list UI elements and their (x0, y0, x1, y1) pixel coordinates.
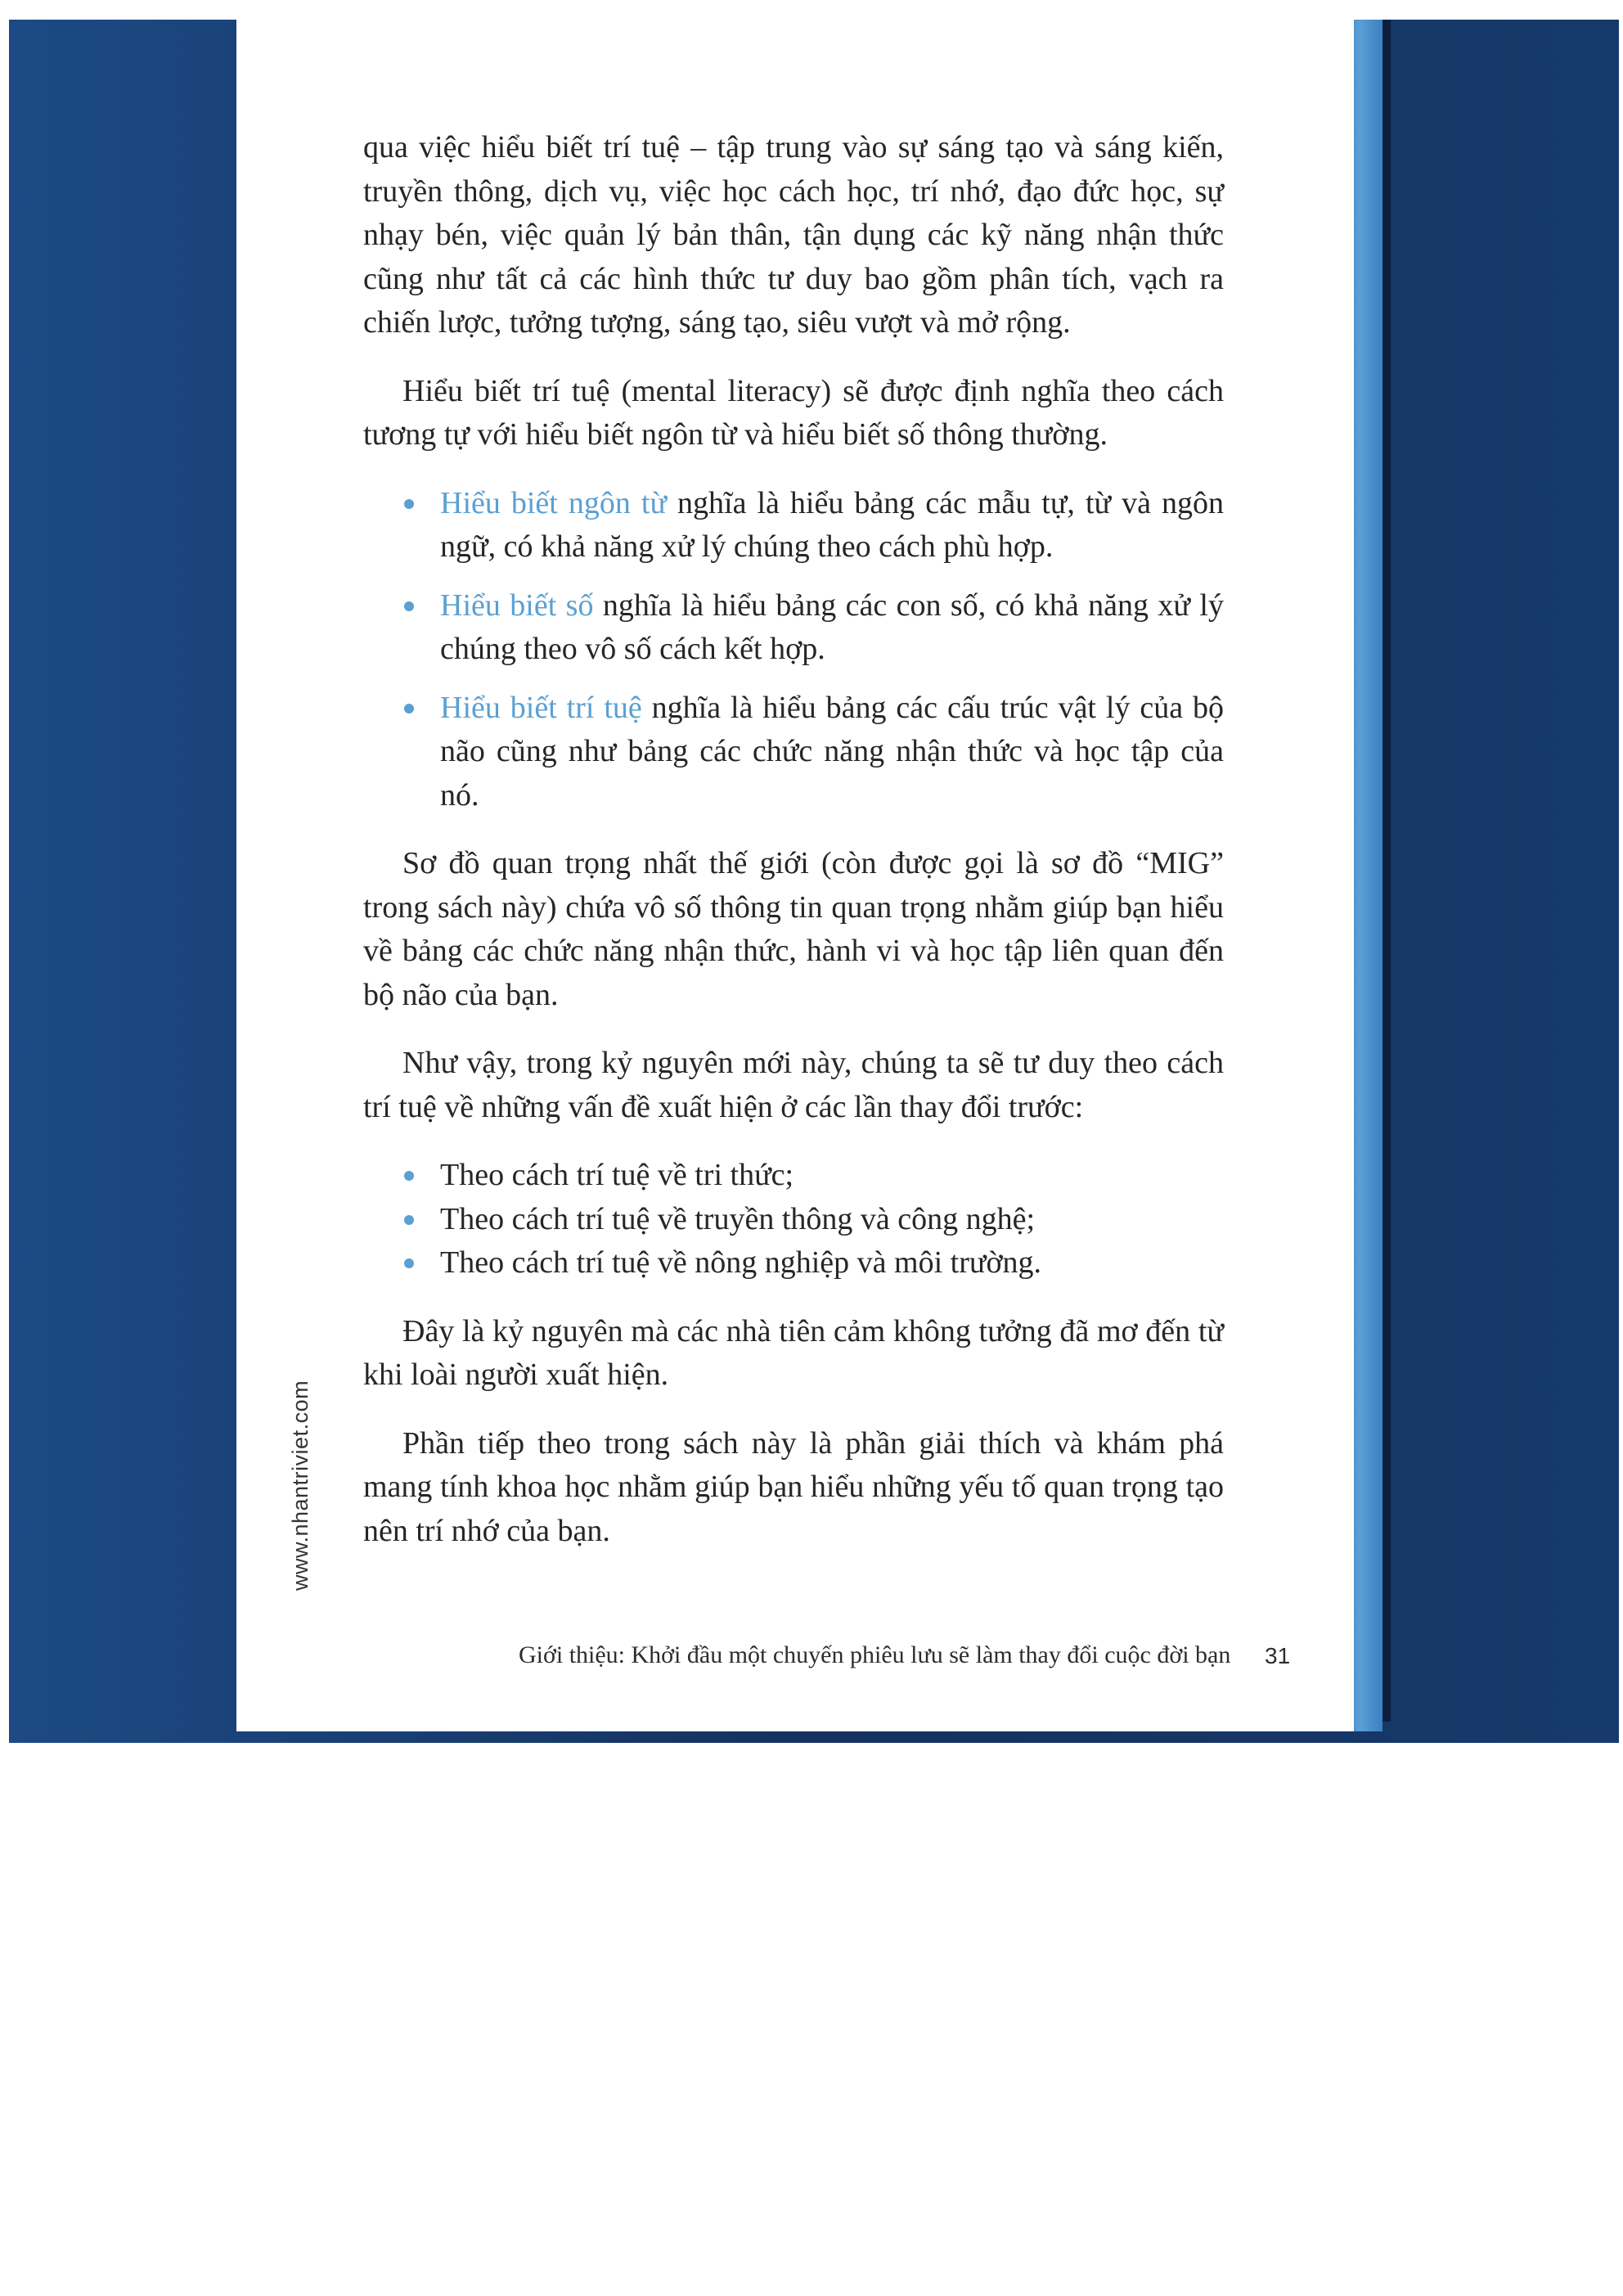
ways-text: Theo cách trí tuệ về truyền thông và công nghệ; (440, 1201, 1036, 1236)
definition-item (363, 687, 1224, 818)
definition-text: nghĩa là hiểu bảng các con số, có khả năng xử lý chúng theo vô số cách kết hợp. (440, 588, 1224, 666)
definition-item (363, 482, 1224, 569)
definition-list (363, 482, 1224, 818)
page-body (363, 126, 1224, 1578)
ways-list (363, 1154, 1224, 1285)
bullet-icon (404, 499, 414, 509)
bullet-icon (404, 704, 414, 714)
bullet-icon (404, 601, 414, 611)
definition-term: Hiểu biết trí tuệ (440, 690, 642, 725)
paragraph-mig-map: Sơ đồ quan trọng nhất thế giới (còn được gọi là sơ đồ “MIG” trong sách này) chứa vô số thông tin quan trọng nhằm giúp bạn hiểu về bảng các chức năng nhận thức, hành vi và học tập liên quan đến bộ não của bạn. (363, 846, 1224, 1012)
definition-text: nghĩa là hiểu bảng các cấu trúc vật lý của bộ não cũng như bảng các chức năng nhận thức và học tập của nó. (440, 690, 1224, 813)
bullet-icon (404, 1215, 414, 1225)
publisher-url: www.nhantriviet.com (288, 1380, 312, 1591)
definition-text: nghĩa là hiểu bảng các mẫu tự, từ và ngôn ngữ, có khả năng xử lý chúng theo cách phù hợp. (440, 485, 1224, 564)
paragraph-era: Đây là kỷ nguyên mà các nhà tiên cảm không tưởng đã mơ đến từ khi loài người xuất hiện. (363, 1313, 1224, 1392)
ways-item (363, 1154, 1224, 1198)
definition-term: Hiểu biết số (440, 588, 594, 623)
paragraph-intro: qua việc hiểu biết trí tuệ – tập trung vào sự sáng tạo và sáng kiến, truyền thông, dịch vụ, việc học cách học, trí nhớ, đạo đức học, sự nhạy bén, việc quản lý bản thân, tận dụng các kỹ năng nhận thức cũng như tất cả các hình thức tư duy bao gồm phân tích, vạch ra chiến lược, tưởng tượng, sáng tạo, siêu vượt và mở rộng. (363, 130, 1224, 340)
bullet-icon (404, 1171, 414, 1181)
paragraph-new-era: Như vậy, trong kỷ nguyên mới này, chúng ta sẽ tư duy theo cách trí tuệ về những vấn đề xuất hiện ở các lần thay đổi trước: (363, 1046, 1224, 1124)
definition-term: Hiểu biết ngôn từ (440, 485, 668, 520)
page-number: 31 (1265, 1643, 1291, 1668)
bullet-icon (404, 1258, 414, 1268)
paragraph-next-part: Phần tiếp theo trong sách này là phần giải thích và khám phá mang tính khoa học nhằm giúp bạn hiểu những yếu tố quan trọng tạo nên trí nhớ của bạn. (363, 1425, 1224, 1548)
ways-item (363, 1241, 1224, 1285)
ways-item (363, 1198, 1224, 1242)
running-footer: Giới thiệu: Khởi đầu một chuyến phiêu lưu sẽ làm thay đổi cuộc đời bạn (519, 1641, 1231, 1668)
paragraph-mental-literacy: Hiểu biết trí tuệ (mental literacy) sẽ được định nghĩa theo cách tương tự với hiểu biết ngôn từ và hiểu biết số thông thường. (363, 373, 1224, 452)
ways-text: Theo cách trí tuệ về nông nghiệp và môi trường. (440, 1245, 1042, 1280)
ways-text: Theo cách trí tuệ về tri thức; (440, 1158, 794, 1192)
definition-item (363, 584, 1224, 672)
